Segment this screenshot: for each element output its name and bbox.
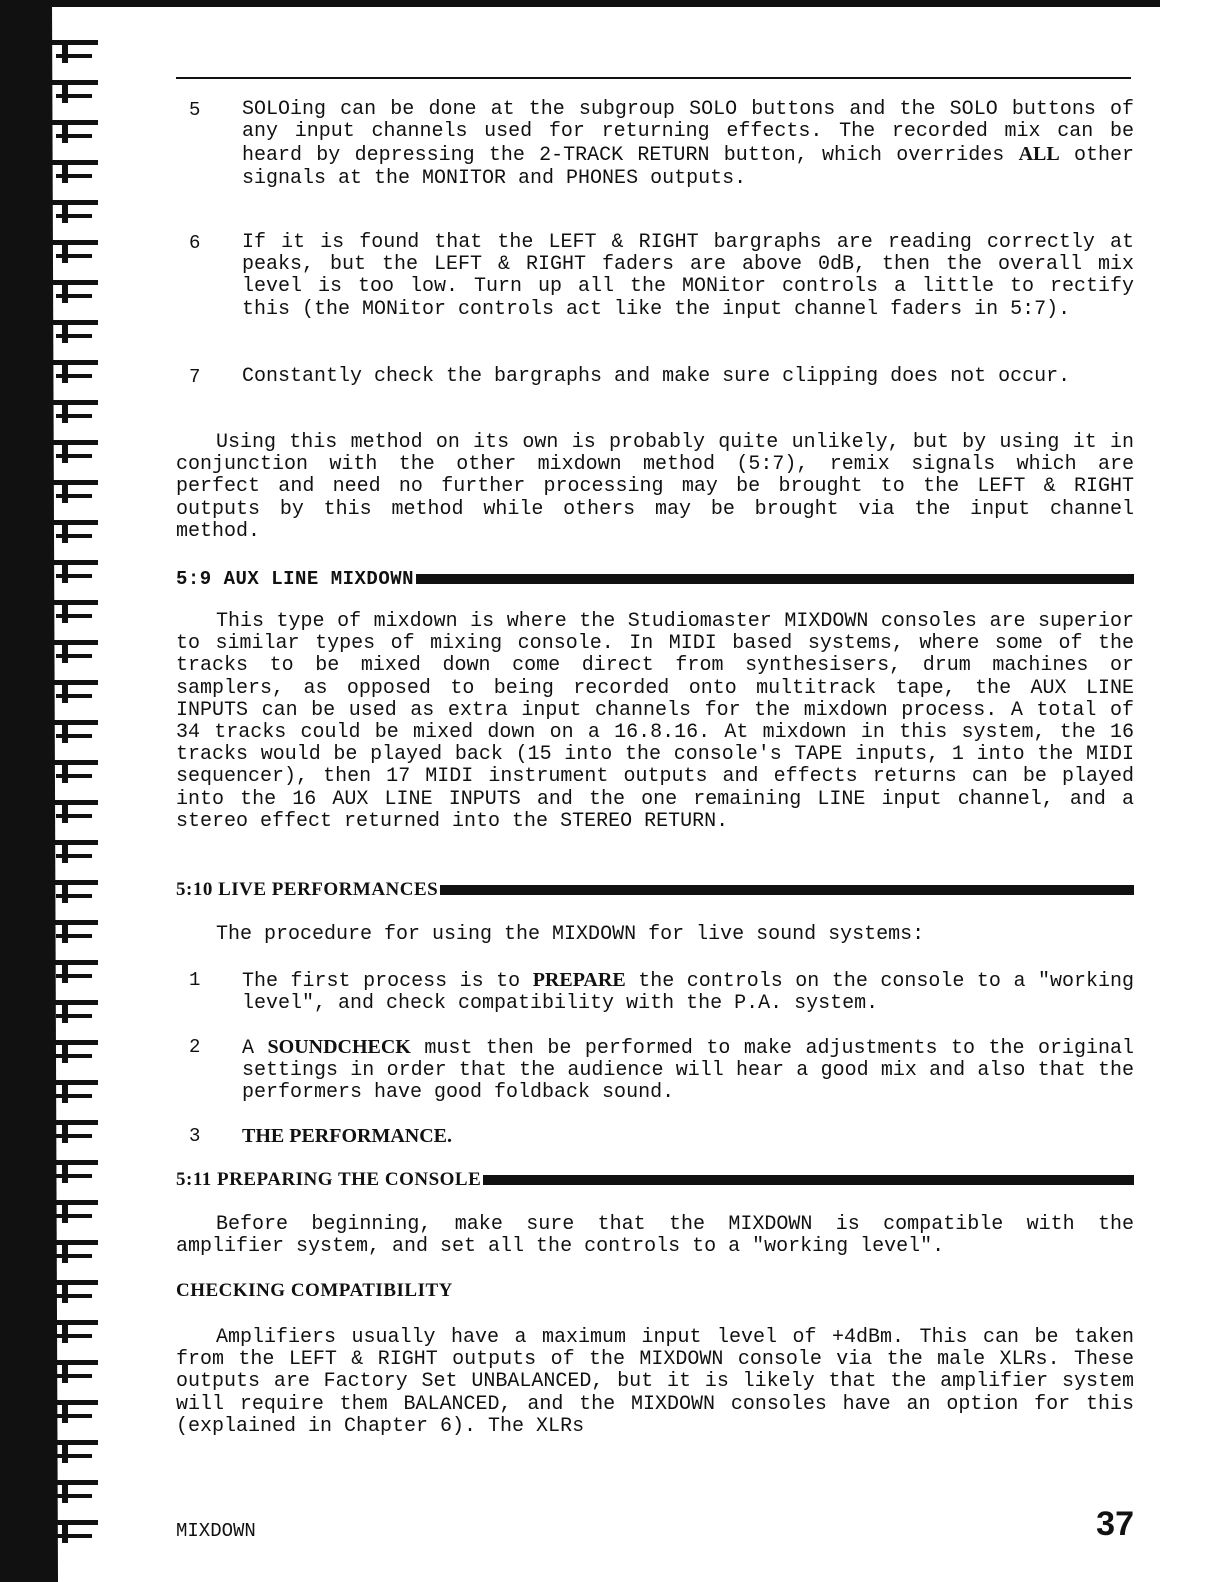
top-border	[0, 0, 1160, 7]
binding-tooth	[56, 974, 92, 978]
binding-tooth	[56, 494, 92, 498]
binding-tooth	[62, 125, 68, 143]
binding-tooth	[62, 165, 68, 183]
binding-tooth	[62, 605, 68, 623]
binding-tooth	[62, 245, 68, 263]
binding-tooth	[52, 240, 98, 245]
binding-tooth	[52, 1360, 98, 1365]
binding-tooth	[52, 40, 98, 45]
binding-tooth	[62, 405, 68, 423]
binding-tooth	[52, 1440, 98, 1445]
binding-tooth	[52, 800, 98, 805]
binding-tooth	[62, 1005, 68, 1023]
binding-tooth	[56, 654, 92, 658]
binding-tooth	[56, 774, 92, 778]
section-heading-label: 5:9 AUX LINE MIXDOWN	[176, 568, 415, 590]
binding-tooth	[52, 1080, 98, 1085]
paragraph: This type of mixdown is where the Studiomaster MIXDOWN consoles are superior to similar types of mixing console. In MIDI based systems, where some of the tracks to be mixed down come direct from synthesisers, drum machines or samplers, as opposed to being recorded onto multitrack tape, the AUX LINE INPUTS can be used as extra input channels for the mixdown process. A total of 34 tracks could be mixed down on a 16.8.16. At mixdown in this system, the 16 tracks would be played back (15 into the console's TAPE inputs, 1 into the MIDI sequencer), then 17 MIDI instrument outputs and effects returns can be played into the 16 AUX LINE INPUTS and the one remaining LINE input channel, and a stereo effect returned into the STEREO RETURN.	[176, 610, 1134, 833]
step-number: 6	[189, 232, 201, 254]
binding-tooth	[56, 94, 92, 98]
binding-tooth	[62, 365, 68, 383]
binding-tooth	[62, 925, 68, 943]
binding-tooth	[56, 1374, 92, 1378]
step-number: 7	[189, 366, 201, 388]
spiral-binding-edge	[0, 0, 110, 1582]
binding-tooth	[56, 374, 92, 378]
binding-tooth	[52, 80, 98, 85]
binding-tooth	[62, 725, 68, 743]
binding-tooth	[56, 1294, 92, 1298]
binding-tooth	[56, 574, 92, 578]
binding-tooth	[62, 1245, 68, 1263]
step-text: THE PERFORMANCE.	[242, 1125, 452, 1147]
step-text: A SOUNDCHECK must then be performed to make adjustments to the original settings in order that the audience will hear a good mix and also that the performers have good foldback sound.	[242, 1036, 1134, 1105]
step-number: 3	[189, 1125, 201, 1147]
binding-tooth	[52, 640, 98, 645]
binding-tooth	[62, 645, 68, 663]
header-rule	[176, 77, 1131, 79]
binding-tooth	[56, 134, 92, 138]
heading-bar	[483, 1175, 1134, 1185]
binding-tooth	[56, 174, 92, 178]
binding-tooth	[52, 1520, 98, 1525]
binding-tooth	[52, 360, 98, 365]
binding-tooth	[62, 1045, 68, 1063]
binding-tooth	[52, 840, 98, 845]
step-item	[176, 1036, 1134, 1105]
binding-tooth	[56, 54, 92, 58]
binding-tooth	[62, 1125, 68, 1143]
step-text: SOLOing can be done at the subgroup SOLO buttons and the SOLO buttons of any input channels used for returning effects. The recorded mix can be heard by depressing the 2-TRACK RETURN button, which overrides ALL other signals at the MONITOR and PHONES outputs.	[242, 98, 1135, 190]
binding-tooth	[56, 334, 92, 338]
binding-tooth	[62, 325, 68, 343]
binding-tooth	[62, 565, 68, 583]
section-heading	[176, 879, 1134, 901]
binding-tooth	[56, 1014, 92, 1018]
binding-tooth	[52, 960, 98, 965]
binding-tooth	[52, 1040, 98, 1045]
binding-tooth	[56, 454, 92, 458]
binding-tooth	[52, 280, 98, 285]
step-item	[176, 969, 1134, 1015]
binding-tooth	[56, 534, 92, 538]
binding-tooth	[52, 440, 98, 445]
binding-tooth	[56, 934, 92, 938]
binding-tooth	[62, 485, 68, 503]
binding-tooth	[56, 894, 92, 898]
binding-tooth	[52, 400, 98, 405]
binding-tooth	[56, 1254, 92, 1258]
step-number: 2	[189, 1036, 201, 1058]
binding-tooth	[56, 854, 92, 858]
binding-tooth	[56, 214, 92, 218]
binding-tooth	[56, 1054, 92, 1058]
binding-tooth	[56, 1094, 92, 1098]
binding-tooth	[56, 1134, 92, 1138]
binding-tooth	[52, 480, 98, 485]
binding-tooth	[62, 885, 68, 903]
binding-tooth	[52, 320, 98, 325]
subheading: CHECKING COMPATIBILITY	[176, 1280, 453, 1301]
paragraph: Using this method on its own is probably quite unlikely, but by using it in conjunction with the other mixdown method (5:7), remix signals which are perfect and need no further processing may be brought to the LEFT & RIGHT outputs by this method while others may be brought via the input channel method.	[176, 431, 1134, 543]
binding-tooth	[52, 600, 98, 605]
binding-tooth	[62, 1285, 68, 1303]
binding-tooth	[56, 734, 92, 738]
binding-tooth	[52, 720, 98, 725]
step-item	[176, 232, 1134, 321]
binding-tooth	[56, 294, 92, 298]
step-item	[176, 366, 1134, 388]
binding-tooth	[56, 414, 92, 418]
binding-tooth	[62, 1365, 68, 1383]
binding-tooth	[62, 45, 68, 63]
binding-tooth	[56, 1454, 92, 1458]
binding-tooth	[56, 1174, 92, 1178]
step-item	[176, 1125, 1134, 1149]
binding-tooth	[52, 1480, 98, 1485]
binding-tooth	[56, 1534, 92, 1538]
binding-tooth	[62, 1525, 68, 1543]
binding-tooth	[52, 1400, 98, 1405]
binding-tooth	[62, 1485, 68, 1503]
heading-bar	[440, 885, 1134, 895]
heading-bar	[416, 574, 1134, 584]
binding-tooth	[56, 1494, 92, 1498]
section-heading-label: 5:10 LIVE PERFORMANCES	[176, 879, 439, 900]
paragraph: Before beginning, make sure that the MIXDOWN is compatible with the amplifier system, and set all the controls to a "working level".	[176, 1213, 1134, 1259]
step-number: 1	[189, 969, 201, 991]
binding-tooth	[62, 85, 68, 103]
binding-tooth	[52, 1000, 98, 1005]
paragraph: The procedure for using the MIXDOWN for live sound systems:	[216, 923, 925, 946]
binding-tooth	[56, 814, 92, 818]
binding-tooth	[62, 805, 68, 823]
binding-tooth	[52, 1240, 98, 1245]
binding-tooth	[62, 685, 68, 703]
binding-tooth	[52, 520, 98, 525]
step-text: If it is found that the LEFT & RIGHT bargraphs are reading correctly at peaks, but the LEFT & RIGHT faders are above 0dB, then the overall mix level is too low. Turn up all the MONitor controls a little to rectify this (the MONitor controls act like the input channel faders in 5:7).	[242, 231, 1134, 321]
binding-tooth	[52, 760, 98, 765]
section-heading	[176, 1169, 1134, 1191]
step-text: Constantly check the bargraphs and make sure clipping does not occur.	[242, 365, 1071, 388]
binding-tooth	[56, 1334, 92, 1338]
binding-tooth	[62, 1405, 68, 1423]
binding-tooth	[56, 1214, 92, 1218]
footer-title: MIXDOWN	[176, 1520, 256, 1542]
section-heading	[176, 568, 1134, 590]
binding-tooth	[52, 1120, 98, 1125]
binding-tooth	[52, 680, 98, 685]
step-number: 5	[189, 99, 201, 121]
binding-tooth	[52, 560, 98, 565]
binding-tooth	[52, 1320, 98, 1325]
binding-tooth	[52, 200, 98, 205]
binding-tooth	[62, 965, 68, 983]
binding-tooth	[52, 1160, 98, 1165]
binding-tooth	[52, 1200, 98, 1205]
binding-tooth	[56, 694, 92, 698]
binding-tooth	[52, 1280, 98, 1285]
binding-tooth	[56, 614, 92, 618]
section-heading-label: 5:11 PREPARING THE CONSOLE	[176, 1169, 482, 1190]
binding-tooth	[62, 525, 68, 543]
binding-tooth	[52, 120, 98, 125]
binding-tooth	[56, 254, 92, 258]
step-item	[176, 99, 1134, 190]
binding-tooth	[62, 1085, 68, 1103]
binding-tooth	[52, 880, 98, 885]
binding-tooth	[62, 1325, 68, 1343]
page-number: 37	[1096, 1505, 1134, 1543]
binding-tooth	[62, 285, 68, 303]
binding-tooth	[62, 1445, 68, 1463]
binding-tooth	[52, 920, 98, 925]
binding-tooth	[62, 1205, 68, 1223]
binding-tooth	[62, 845, 68, 863]
step-text: The first process is to PREPARE the controls on the console to a "working level", and check compatibility with the P.A. system.	[242, 969, 1134, 1016]
binding-tooth	[62, 1165, 68, 1183]
paragraph: Amplifiers usually have a maximum input level of +4dBm. This can be taken from the LEFT & RIGHT outputs of the MIXDOWN console via the male XLRs. These outputs are Factory Set UNBALANCED, but it is likely that the amplifier system will require them BALANCED, and the MIXDOWN consoles have an option for this (explained in Chapter 6). The XLRs	[176, 1326, 1134, 1438]
binding-tooth	[62, 445, 68, 463]
binding-tooth	[56, 1414, 92, 1418]
binding-tooth	[52, 160, 98, 165]
binding-tooth	[62, 205, 68, 223]
binding-tooth	[62, 765, 68, 783]
